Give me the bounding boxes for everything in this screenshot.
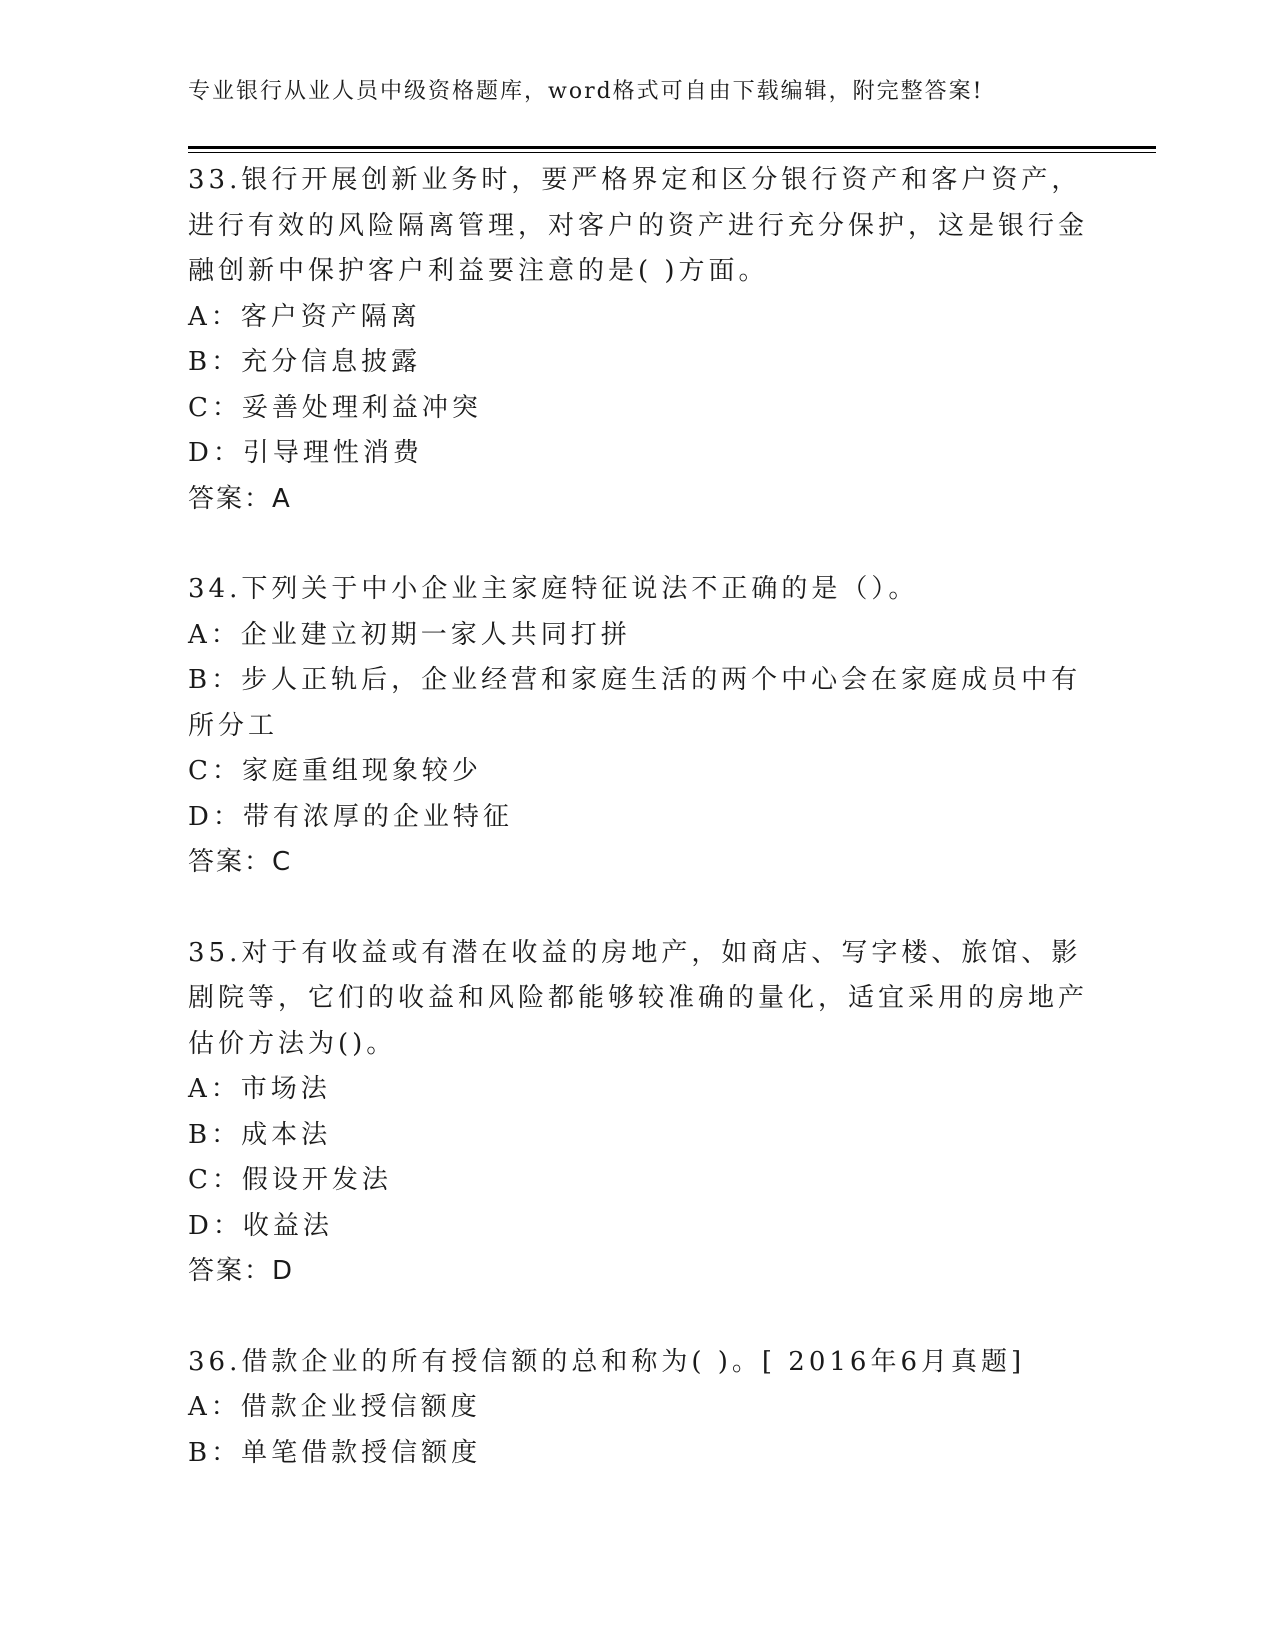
page-header: 专业银行从业人员中级资格题库，word格式可自由下载编辑，附完整答案!	[188, 79, 984, 104]
option-a: A：企业建立初期一家人共同打拼	[188, 619, 631, 650]
answer: 答案：C	[188, 847, 293, 877]
question-35	[188, 931, 1088, 1295]
question-33	[188, 158, 1088, 522]
option-b: B：步人正轨后，企业经营和家庭生活的两个中心会在家庭成员中有所分工	[188, 665, 1082, 741]
option-a: A：客户资产隔离	[188, 301, 421, 332]
question-stem: 34.下列关于中小企业主家庭特征说法不正确的是（）。	[188, 574, 919, 604]
option-c: C：妥善处理利益冲突	[188, 392, 482, 423]
question-stem: 35.对于有收益或有潜在收益的房地产，如商店、写字楼、旅馆、影剧院等，它们的收益和风险都能够较准确的量化，适宜采用的房地产估价方法为()。	[188, 937, 1089, 1059]
question-36	[188, 1340, 1088, 1477]
option-c: C：家庭重组现象较少	[188, 756, 482, 786]
option-d: D：收益法	[188, 1210, 333, 1241]
option-a: A：借款企业授信额度	[188, 1392, 481, 1422]
question-34	[188, 567, 1088, 886]
option-b: B：成本法	[188, 1119, 332, 1150]
option-c: C：假设开发法	[188, 1165, 392, 1195]
header-divider	[188, 146, 1156, 149]
option-b: B：充分信息披露	[188, 347, 422, 377]
answer: 答案：D	[188, 1256, 295, 1286]
header-divider-thin	[188, 152, 1156, 153]
option-d: D：带有浓厚的企业特征	[188, 801, 513, 832]
question-stem: 36.借款企业的所有授信额的总和称为( )。[ 2016年6月真题]	[188, 1346, 1026, 1377]
answer: 答案：A	[188, 483, 292, 514]
option-b: B：单笔借款授信额度	[188, 1437, 482, 1468]
question-list	[188, 158, 1088, 1521]
option-d: D：引导理性消费	[188, 438, 423, 468]
option-a: A：市场法	[188, 1074, 331, 1104]
question-stem: 33.银行开展创新业务时，要严格界定和区分银行资产和客户资产，进行有效的风险隔离管理，对客户的资产进行充分保护，这是银行金融创新中保护客户利益要注意的是( )方面。	[188, 165, 1089, 286]
